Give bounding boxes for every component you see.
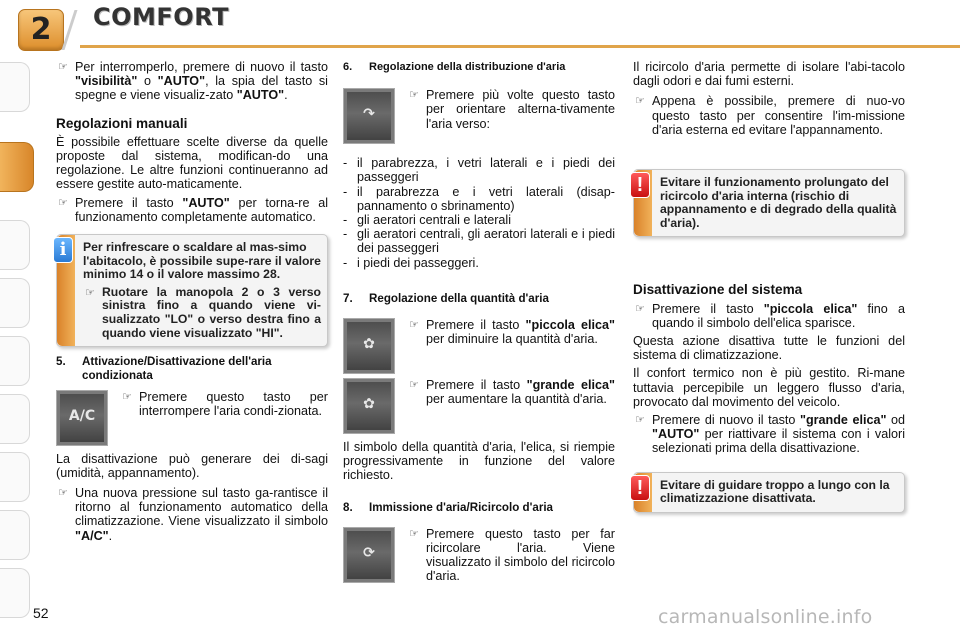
side-tab-6[interactable]: [0, 394, 30, 444]
chapter-side-tabs: [0, 62, 48, 622]
recirculation-off-instruction: ☞ Appena è possibile, premere di nuo-vo questo tasto per consentire l'im-missione d'aria esterna ed evitare l'appannamento.: [633, 94, 905, 137]
stop-auto-instruction: ☞ Per interromperlo, premere di nuovo il tasto "visibilità" o "AUTO", la spia del tasto si spegne e viene visualiz-zato "AUTO".: [56, 60, 328, 103]
section-7-heading: 7. Regolazione della quantità d'aria: [343, 291, 549, 305]
warning-box-climate-off: [633, 472, 905, 513]
auto-return-instruction: ☞ Premere il tasto "AUTO" per torna-re al funzionamento completamente automatico.: [56, 196, 328, 224]
system-disable-heading: Disattivazione del sistema: [633, 282, 803, 298]
info-box: [56, 234, 328, 347]
manual-settings-paragraph: È possibile effettuare scelte diverse da quelle proposte dal sistema, modifican-do una regolazione. Le altre funzioni continueranno ad essere gestite auto-maticamente.: [56, 134, 328, 192]
side-tab-5[interactable]: [0, 336, 30, 386]
warning-text: Evitare di guidare troppo a lungo con la climatizzazione disattivata.: [660, 477, 890, 506]
list-item: - gli aeratori centrali, gli aeratori laterali e i piedi dei passeggeri: [343, 227, 615, 256]
fan-symbol-paragraph: Il simbolo della quantità d'aria, l'elica, si riempie progressivamente in funzione del valore richiesto.: [343, 440, 615, 483]
comfort-note-paragraph: Il confort termico non è più gestito. Ri-mane tuttavia percepibile un leggero flusso d'aria, provocato dal movimento del veicolo.: [633, 366, 905, 409]
page-number: 52: [33, 605, 49, 621]
air-distribution-icon: ↷: [363, 106, 375, 123]
fan-increase-row: [343, 378, 615, 434]
disable-instruction: ☞ Premere il tasto "piccola elica" fino a quando il simbolo dell'elica sparisce.: [633, 302, 905, 330]
warning-box-recirculation: [633, 169, 905, 237]
ac-reenable-instruction: ☞ Una nuova pressione sul tasto ga-rantisce il ritorno al funzionamento automatico della climatizzazione. Viene visualizzato il simbolo "A/C".: [56, 486, 328, 543]
section-8-heading: 8. Immissione d'aria/Ricircolo d'aria: [343, 500, 553, 514]
chapter-title: COMFORT: [93, 3, 229, 31]
distribution-instruction: ☞ Premere più volte questo tasto per orientare alterna-tivamente l'aria verso:: [407, 88, 615, 144]
small-fan-button-image: [343, 318, 395, 374]
recirculation-icon: ⟳: [363, 544, 375, 561]
side-tab-3[interactable]: [0, 220, 30, 270]
header-rule: [80, 45, 960, 48]
reenable-instruction: ☞ Premere di nuovo il tasto "grande elica" od "AUTO" per riattivare il sistema con i valori selezionati prima della disattivazione.: [633, 413, 905, 456]
side-tab-2-active[interactable]: [0, 142, 34, 192]
side-tab-8[interactable]: [0, 510, 30, 560]
chapter-number-badge: 2: [18, 9, 64, 51]
warning-icon: !: [630, 475, 650, 501]
distribution-row: [343, 88, 615, 144]
info-box-instruction: ☞ Ruotare la manopola 2 o 3 verso sinistra fino a quando viene vi-sualizzato "LO" o verso destra fino a quando viene visualizzato "HI".: [83, 286, 321, 340]
column-3: [633, 60, 905, 513]
section-5-heading: 5. Attivazione/Disattivazione dell'aria condizionata: [56, 355, 272, 383]
recirculation-button-image: [343, 527, 395, 583]
warning-text: Evitare il funzionamento prolungato del ricircolo d'aria interna (rischio di appannamento e di degrado della qualità d'aria).: [660, 175, 897, 230]
manual-settings-heading: Regolazioni manuali: [56, 115, 188, 131]
section-6-heading: 6. Regolazione della distribuzione d'aria: [343, 61, 566, 73]
list-item: - gli aeratori centrali e laterali: [343, 213, 511, 228]
distribution-list: [343, 156, 615, 270]
recirculation-paragraph: Il ricircolo d'aria permette di isolare l'abi-tacolo dagli odori e dai fumi esterni.: [633, 60, 905, 89]
disable-effect-paragraph: Questa azione disattiva tutte le funzioni del sistema di climatizzazione.: [633, 334, 905, 363]
ac-button-image: A/C: [56, 390, 108, 446]
fan-decrease-instruction: ☞ Premere il tasto "piccola elica" per diminuire la quantità d'aria.: [407, 318, 615, 374]
info-box-title: Per rinfrescare o scaldare al mas-simo l'abitacolo, è possibile supe-rare il valore minimo 14 o il valore massimo 28.: [83, 240, 321, 282]
side-tab-1[interactable]: [0, 62, 30, 112]
list-item: - i piedi dei passeggeri.: [343, 255, 479, 270]
side-tab-4[interactable]: [0, 278, 30, 328]
column-1: [56, 60, 328, 543]
list-item: - il parabrezza e i vetri laterali (disap-pannamento o sbrinamento): [343, 184, 615, 213]
distribution-button-image: [343, 88, 395, 144]
info-icon: i: [53, 237, 73, 263]
watermark: carmanualsonline.info: [658, 606, 873, 628]
fan-increase-instruction: ☞ Premere il tasto "grande elica" per aumentare la quantità d'aria.: [407, 378, 615, 434]
recirculation-instruction: ☞ Premere questo tasto per far ricircolare l'aria. Viene visualizzato il simbolo del ricircolo d'aria.: [407, 527, 615, 584]
side-tab-9[interactable]: [0, 568, 30, 618]
side-tab-7[interactable]: [0, 452, 30, 502]
ac-toggle-row: [56, 390, 328, 446]
recirculation-row: [343, 527, 615, 584]
big-fan-button-image: [343, 378, 395, 434]
fan-decrease-row: [343, 318, 615, 374]
chapter-header: [0, 0, 960, 52]
ac-disable-note: La disattivazione può generare dei di-sagi (umidità, appannamento).: [56, 451, 328, 480]
big-fan-icon: ✿: [363, 396, 375, 413]
warning-icon: !: [630, 172, 650, 198]
small-fan-icon: ✿: [363, 336, 375, 353]
list-item: - il parabrezza, i vetri laterali e i piedi dei passeggeri: [343, 156, 615, 185]
column-2: [343, 60, 615, 584]
ac-toggle-instruction: ☞ Premere questo tasto per interrompere l'aria condi-zionata.: [120, 390, 328, 446]
